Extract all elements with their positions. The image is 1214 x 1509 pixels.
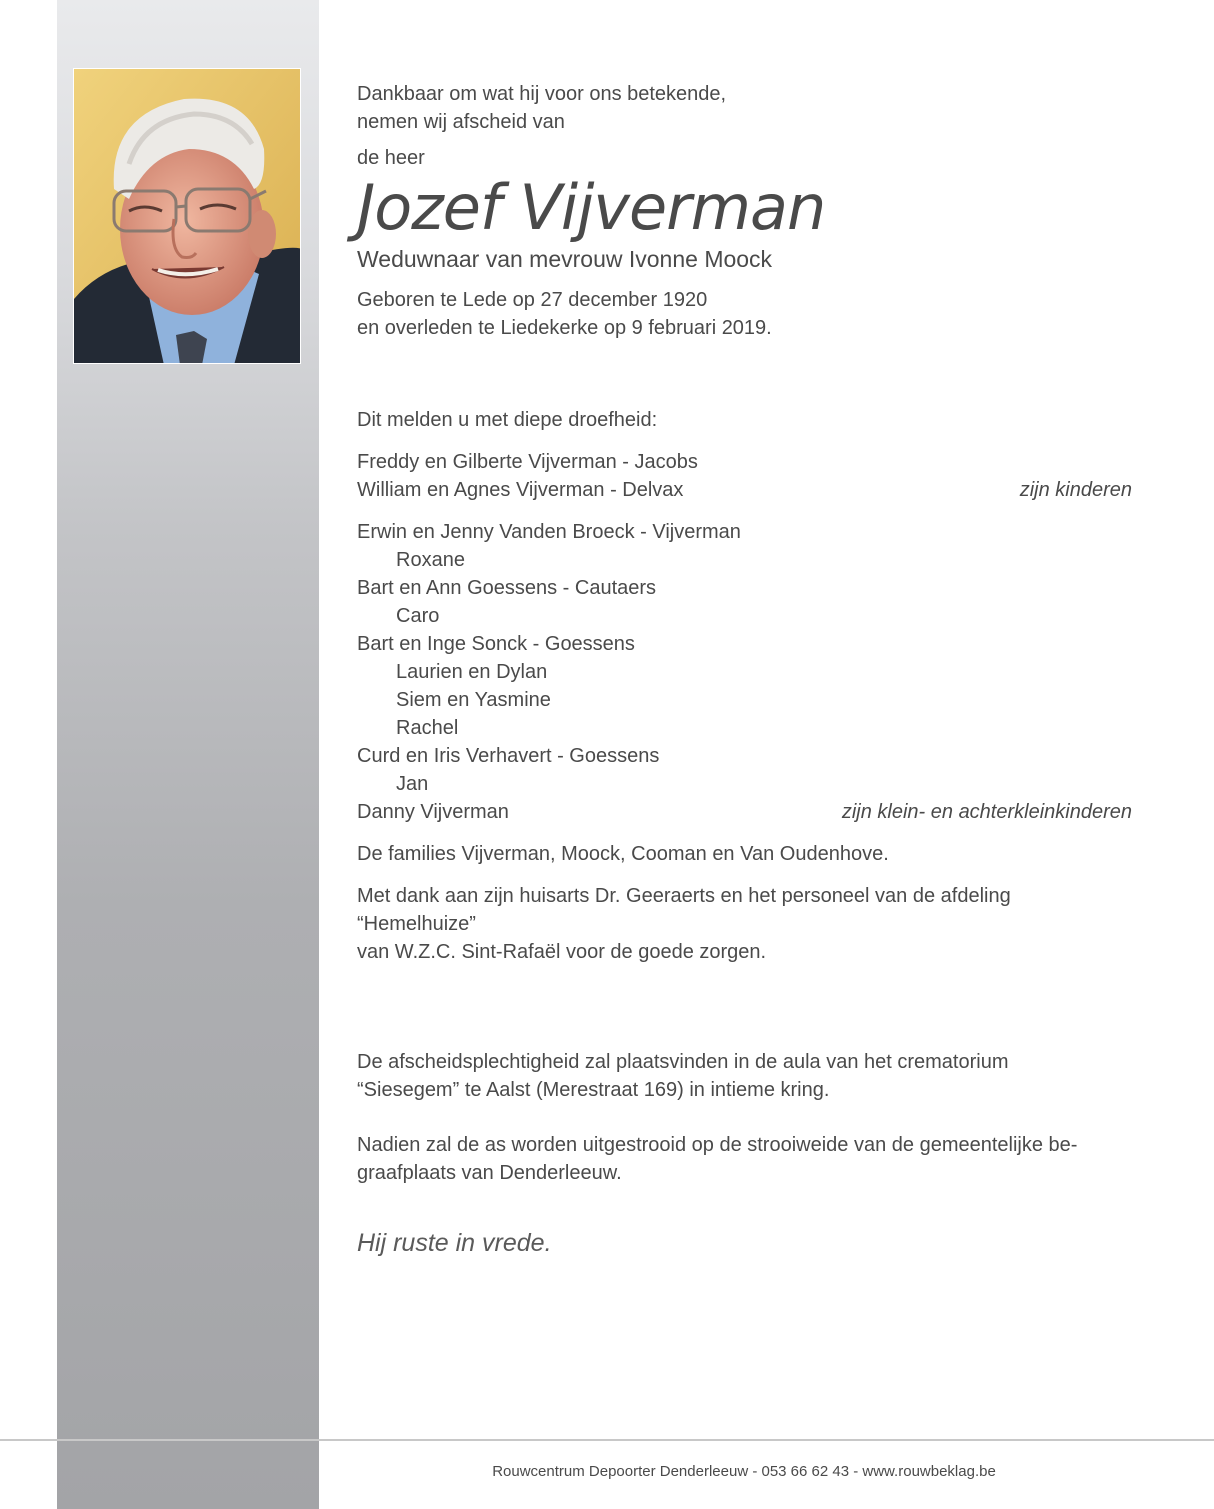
grandchildren-list xyxy=(357,518,1132,826)
list-item xyxy=(357,770,1132,798)
ashes-line-1: Nadien zal de as worden uitgestrooid op de strooiweide van de gemeentelijke be- xyxy=(357,1134,1078,1156)
death-line: en overleden te Liedekerke op 9 februari 2019. xyxy=(357,317,772,339)
ashes-line-2: graafplaats van Denderleeuw. xyxy=(357,1162,622,1184)
list-item xyxy=(357,798,1132,826)
portrait-photo xyxy=(73,68,301,364)
relative-name: Bart en Ann Goessens - Cautaers xyxy=(357,577,657,599)
footer-divider xyxy=(0,1439,1214,1441)
children-list xyxy=(357,448,1132,504)
ceremony-line-2: “Siesegem” te Aalst (Merestraat 169) in intieme kring. xyxy=(357,1079,830,1101)
list-item xyxy=(357,546,1132,574)
relative-name: Bart en Inge Sonck - Goessens xyxy=(357,633,635,655)
list-item xyxy=(357,630,1132,658)
announcement: Dit melden u met diepe droefheid: xyxy=(357,409,658,431)
list-item xyxy=(357,602,1132,630)
intro-line-2: nemen wij afscheid van xyxy=(357,111,565,133)
relative-name: Curd en Iris Verhavert - Goessens xyxy=(357,745,660,767)
portrait-image xyxy=(74,69,301,364)
thanks-line-2: van W.Z.C. Sint-Rafaël voor de goede zorgen. xyxy=(357,941,767,963)
widow-line: Weduwnaar van mevrouw Ivonne Moock xyxy=(357,246,773,272)
relative-name: Danny Vijverman xyxy=(357,801,509,823)
obituary-text xyxy=(357,80,1132,1259)
footer-credit: Rouwcentrum Depoorter Denderleeuw - 053 66 62 43 - www.rouwbeklag.be xyxy=(492,1463,996,1480)
list-item xyxy=(357,686,1132,714)
relative-name: Caro xyxy=(396,605,440,627)
ceremony-line-1: De afscheidsplechtigheid zal plaatsvinden in de aula van het crematorium xyxy=(357,1051,1009,1073)
thanks-line-1: Met dank aan zijn huisarts Dr. Geeraerts en het personeel van de afdeling “Hemelhuize” xyxy=(357,885,1011,935)
families-line: De families Vijverman, Moock, Cooman en Van Oudenhove. xyxy=(357,843,889,865)
relative-name: Jan xyxy=(396,773,429,795)
relative-name: Erwin en Jenny Vanden Broeck - Vijverman xyxy=(357,521,741,543)
child-name: William en Agnes Vijverman - Delvax xyxy=(357,479,684,501)
honorific: de heer xyxy=(357,147,425,169)
list-item xyxy=(357,448,1132,476)
list-item xyxy=(357,574,1132,602)
list-item xyxy=(357,742,1132,770)
list-item xyxy=(357,714,1132,742)
deceased-name: Jozef Vijverman xyxy=(357,171,826,244)
relative-name: Roxane xyxy=(396,549,465,571)
rest-in-peace: Hij ruste in vrede. xyxy=(357,1229,552,1257)
relative-name: Rachel xyxy=(396,717,459,739)
children-role: zijn kinderen xyxy=(1019,479,1132,501)
relative-name: Siem en Yasmine xyxy=(396,689,551,711)
list-item xyxy=(357,658,1132,686)
relative-name: Laurien en Dylan xyxy=(396,661,548,683)
grandchildren-role: zijn klein- en achterkleinkinderen xyxy=(841,801,1132,823)
list-item xyxy=(357,518,1132,546)
intro-line-1: Dankbaar om wat hij voor ons betekende, xyxy=(357,83,727,105)
birth-line: Geboren te Lede op 27 december 1920 xyxy=(357,289,708,311)
child-name: Freddy en Gilberte Vijverman - Jacobs xyxy=(357,451,698,473)
list-item xyxy=(357,476,1132,504)
